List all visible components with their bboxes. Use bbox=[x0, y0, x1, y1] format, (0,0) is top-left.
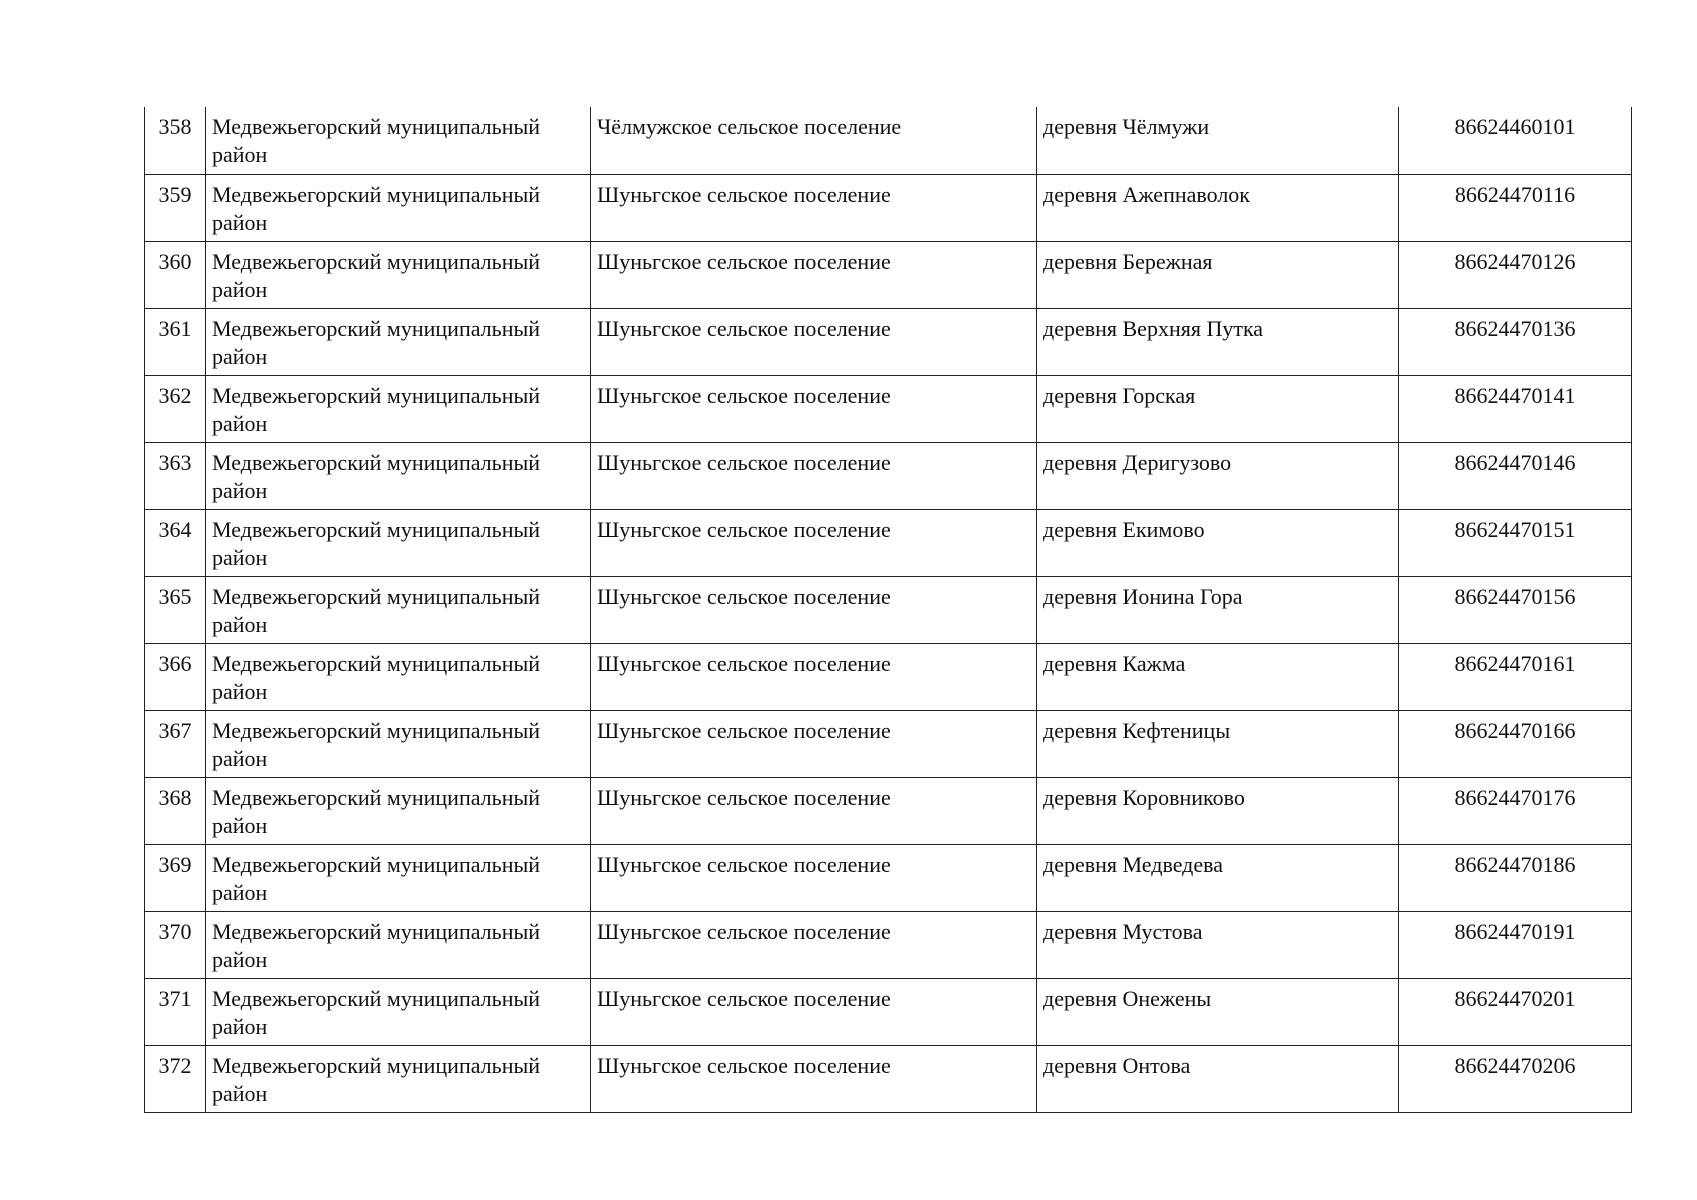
district-cell: Медвежьегорский муниципальный район bbox=[206, 1045, 591, 1112]
locality-cell: деревня Верхняя Путка bbox=[1037, 308, 1399, 375]
locality-cell: деревня Ажепнаволок bbox=[1037, 174, 1399, 241]
row-number-cell: 366 bbox=[145, 643, 206, 710]
row-number-cell: 364 bbox=[145, 509, 206, 576]
district-cell: Медвежьегорский муниципальный район bbox=[206, 576, 591, 643]
settlement-cell: Шуньгское сельское поселение bbox=[591, 375, 1037, 442]
code-cell: 86624470141 bbox=[1399, 375, 1632, 442]
table-row bbox=[145, 643, 1632, 710]
district-cell: Медвежьегорский муниципальный район bbox=[206, 643, 591, 710]
settlement-cell: Шуньгское сельское поселение bbox=[591, 1045, 1037, 1112]
district-cell: Медвежьегорский муниципальный район bbox=[206, 174, 591, 241]
row-number-cell: 371 bbox=[145, 978, 206, 1045]
table-row bbox=[145, 978, 1632, 1045]
settlements-table bbox=[144, 107, 1632, 1113]
settlement-cell: Шуньгское сельское поселение bbox=[591, 174, 1037, 241]
row-number-cell: 368 bbox=[145, 777, 206, 844]
row-number-cell: 365 bbox=[145, 576, 206, 643]
code-cell: 86624470116 bbox=[1399, 174, 1632, 241]
row-number-cell: 372 bbox=[145, 1045, 206, 1112]
code-cell: 86624470146 bbox=[1399, 442, 1632, 509]
district-cell: Медвежьегорский муниципальный район bbox=[206, 308, 591, 375]
table-row bbox=[145, 576, 1632, 643]
district-cell: Медвежьегорский муниципальный район bbox=[206, 978, 591, 1045]
table-row bbox=[145, 777, 1632, 844]
code-cell: 86624470186 bbox=[1399, 844, 1632, 911]
row-number-cell: 362 bbox=[145, 375, 206, 442]
table-row bbox=[145, 710, 1632, 777]
table-row bbox=[145, 241, 1632, 308]
row-number-cell: 360 bbox=[145, 241, 206, 308]
locality-cell: деревня Кажма bbox=[1037, 643, 1399, 710]
district-cell: Медвежьегорский муниципальный район bbox=[206, 844, 591, 911]
settlement-cell: Шуньгское сельское поселение bbox=[591, 710, 1037, 777]
locality-cell: деревня Кефтеницы bbox=[1037, 710, 1399, 777]
table-row bbox=[145, 308, 1632, 375]
code-cell: 86624470166 bbox=[1399, 710, 1632, 777]
table-body bbox=[145, 107, 1632, 1112]
row-number-cell: 369 bbox=[145, 844, 206, 911]
district-cell: Медвежьегорский муниципальный район bbox=[206, 509, 591, 576]
code-cell: 86624470161 bbox=[1399, 643, 1632, 710]
code-cell: 86624460101 bbox=[1399, 107, 1632, 174]
district-cell: Медвежьегорский муниципальный район bbox=[206, 710, 591, 777]
locality-cell: деревня Медведева bbox=[1037, 844, 1399, 911]
code-cell: 86624470151 bbox=[1399, 509, 1632, 576]
locality-cell: деревня Чёлмужи bbox=[1037, 107, 1399, 174]
code-cell: 86624470136 bbox=[1399, 308, 1632, 375]
row-number-cell: 358 bbox=[145, 107, 206, 174]
row-number-cell: 359 bbox=[145, 174, 206, 241]
locality-cell: деревня Екимово bbox=[1037, 509, 1399, 576]
district-cell: Медвежьегорский муниципальный район bbox=[206, 107, 591, 174]
locality-cell: деревня Ионина Гора bbox=[1037, 576, 1399, 643]
settlement-cell: Шуньгское сельское поселение bbox=[591, 442, 1037, 509]
row-number-cell: 363 bbox=[145, 442, 206, 509]
table-row bbox=[145, 1045, 1632, 1112]
locality-cell: деревня Мустова bbox=[1037, 911, 1399, 978]
district-cell: Медвежьегорский муниципальный район bbox=[206, 911, 591, 978]
locality-cell: деревня Бережная bbox=[1037, 241, 1399, 308]
settlement-cell: Шуньгское сельское поселение bbox=[591, 576, 1037, 643]
settlement-cell: Шуньгское сельское поселение bbox=[591, 777, 1037, 844]
settlement-cell: Шуньгское сельское поселение bbox=[591, 643, 1037, 710]
settlement-cell: Шуньгское сельское поселение bbox=[591, 911, 1037, 978]
locality-cell: деревня Горская bbox=[1037, 375, 1399, 442]
code-cell: 86624470126 bbox=[1399, 241, 1632, 308]
locality-cell: деревня Деригузово bbox=[1037, 442, 1399, 509]
code-cell: 86624470191 bbox=[1399, 911, 1632, 978]
district-cell: Медвежьегорский муниципальный район bbox=[206, 777, 591, 844]
row-number-cell: 367 bbox=[145, 710, 206, 777]
row-number-cell: 370 bbox=[145, 911, 206, 978]
settlement-cell: Чёлмужское сельское поселение bbox=[591, 107, 1037, 174]
settlement-cell: Шуньгское сельское поселение bbox=[591, 241, 1037, 308]
locality-cell: деревня Онтова bbox=[1037, 1045, 1399, 1112]
code-cell: 86624470156 bbox=[1399, 576, 1632, 643]
settlement-cell: Шуньгское сельское поселение bbox=[591, 308, 1037, 375]
district-cell: Медвежьегорский муниципальный район bbox=[206, 241, 591, 308]
code-cell: 86624470201 bbox=[1399, 978, 1632, 1045]
settlement-cell: Шуньгское сельское поселение bbox=[591, 844, 1037, 911]
table-row bbox=[145, 107, 1632, 174]
settlement-cell: Шуньгское сельское поселение bbox=[591, 978, 1037, 1045]
table-row bbox=[145, 442, 1632, 509]
row-number-cell: 361 bbox=[145, 308, 206, 375]
district-cell: Медвежьегорский муниципальный район bbox=[206, 442, 591, 509]
table-row bbox=[145, 844, 1632, 911]
code-cell: 86624470176 bbox=[1399, 777, 1632, 844]
code-cell: 86624470206 bbox=[1399, 1045, 1632, 1112]
district-cell: Медвежьегорский муниципальный район bbox=[206, 375, 591, 442]
locality-cell: деревня Коровниково bbox=[1037, 777, 1399, 844]
table-row bbox=[145, 174, 1632, 241]
settlement-cell: Шуньгское сельское поселение bbox=[591, 509, 1037, 576]
table-row bbox=[145, 911, 1632, 978]
table-row bbox=[145, 375, 1632, 442]
table-row bbox=[145, 509, 1632, 576]
locality-cell: деревня Онежены bbox=[1037, 978, 1399, 1045]
